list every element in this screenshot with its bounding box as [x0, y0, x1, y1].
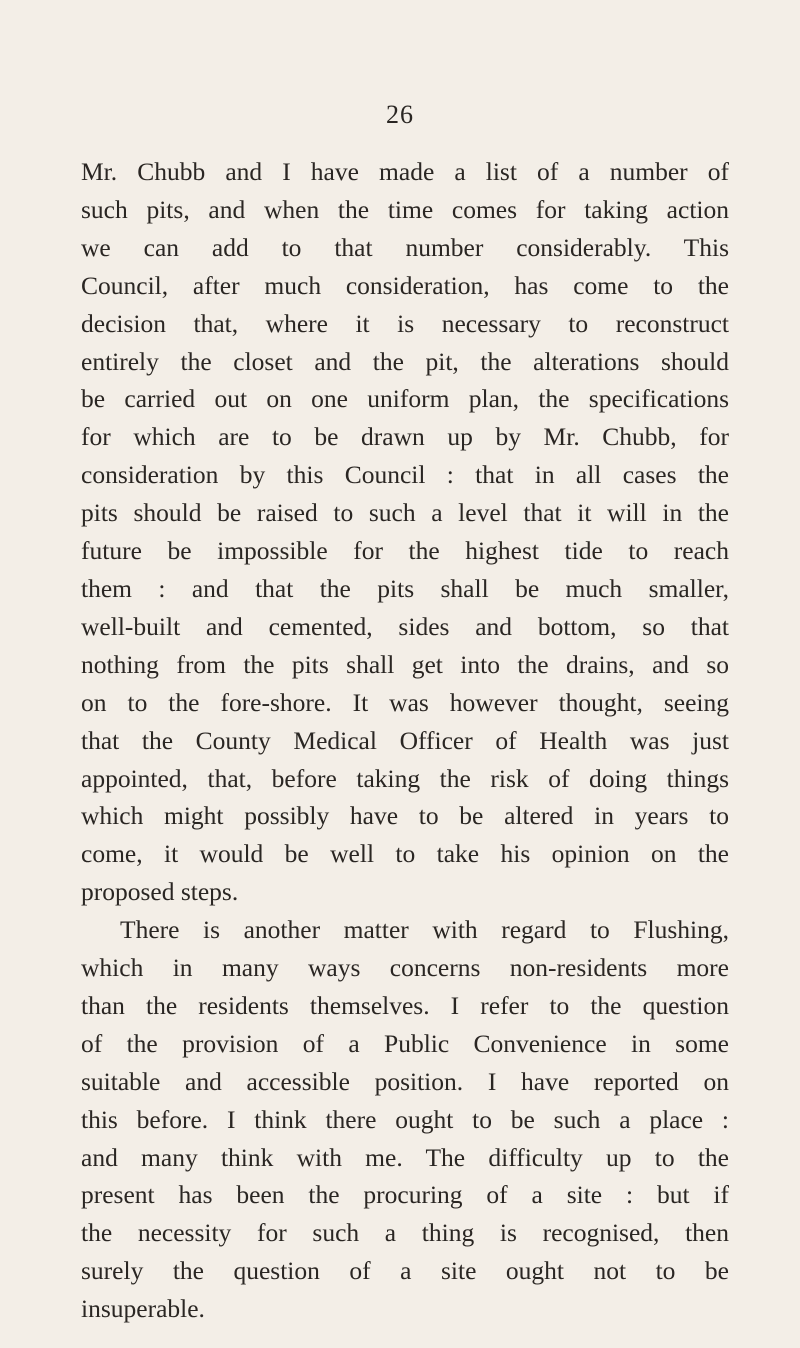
text-line: Council, after much consideration, has come to the [81, 270, 729, 300]
text-line: There is another matter with regard to Flushing, [120, 915, 729, 945]
body-text [81, 153, 729, 1328]
text-line: nothing from the pits shall get into the drains, and so [81, 649, 729, 679]
text-line: that the County Medical Officer of Health was just [81, 725, 729, 755]
text-line: pits should be raised to such a level that it will in the [81, 498, 729, 528]
text-line: than the residents themselves. I refer to the question [81, 990, 729, 1020]
text-line: such pits, and when the time comes for taking action [81, 194, 729, 224]
text-line: which in many ways concerns non-residents more [81, 953, 729, 983]
text-line: decision that, where it is necessary to reconstruct [81, 308, 729, 338]
text-line: and many think with me. The difficulty up to the [81, 1142, 729, 1172]
text-line: insuperable. [81, 1294, 205, 1324]
text-line: of the provision of a Public Convenience in some [81, 1028, 729, 1058]
text-line: future be impossible for the highest tide to reach [81, 536, 729, 566]
text-line: present has been the procuring of a site : but if [81, 1180, 729, 1210]
text-line: them : and that the pits shall be much smaller, [81, 573, 729, 603]
text-line: Mr. Chubb and I have made a list of a number of [81, 157, 729, 186]
text-line: the necessity for such a thing is recognised, then [81, 1218, 729, 1248]
text-line: be carried out on one uniform plan, the specifications [81, 384, 729, 414]
text-line: entirely the closet and the pit, the alterations should [81, 346, 729, 376]
text-line: which might possibly have to be altered in years to [81, 801, 729, 831]
text-line: for which are to be drawn up by Mr. Chubb, for [81, 422, 729, 452]
text-line: well-built and cemented, sides and bottom, so that [81, 611, 729, 641]
text-line: come, it would be well to take his opinion on the [81, 839, 729, 869]
text-line: surely the question of a site ought not to be [81, 1256, 729, 1286]
text-line: proposed steps. [81, 877, 239, 907]
paragraph [81, 153, 729, 911]
page-number: 26 [386, 100, 414, 129]
paragraph [81, 911, 729, 1328]
text-line: appointed, that, before taking the risk of doing things [81, 763, 729, 793]
text-line: we can add to that number considerably. This [81, 232, 729, 262]
text-line: on to the fore-shore. It was however thought, seeing [81, 687, 729, 717]
text-line: suitable and accessible position. I have reported on [81, 1066, 729, 1096]
text-line: this before. I think there ought to be such a place : [81, 1104, 729, 1134]
text-line: consideration by this Council : that in all cases the [81, 460, 729, 490]
